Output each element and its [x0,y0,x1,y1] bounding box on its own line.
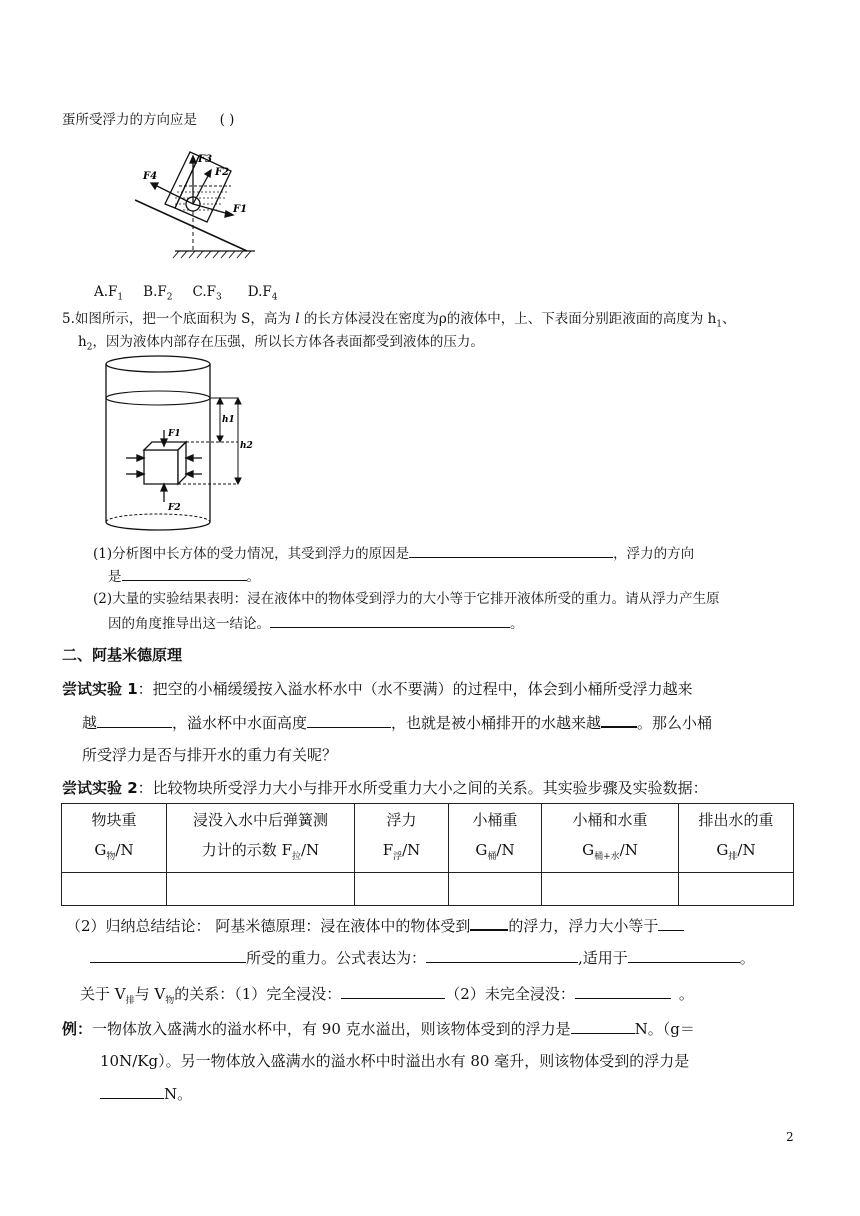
example-line2: 10N/Kg）。另一物体放入盛满水的溢水杯中时溢出水有 80 毫升，则该物体受到的浮力是 [100,1052,690,1070]
table-header-cell: 浮力 $F_浮/N$ [355,804,449,873]
answer-blank-water-level[interactable] [307,712,391,728]
exp1-line3: 所受浮力是否与排开水的重力有关呢？ [82,746,338,764]
table-header-cell: 浸没入水中后弹簧测 力计的示数 $F_拉/N$ [167,804,355,873]
q5-line1: 5.如图所示，把一个底面积为 S，高为 l 的长方体浸没在密度为ρ的液体中，上、下表面分别距液面的高度为 $h_1$、 [62,311,736,330]
table-row [62,873,794,906]
table-cell-input[interactable] [355,873,449,906]
option-c: $C.F_3$ [192,284,222,303]
relation-line: 关于 $V_排$与 $V_物$的关系：（1）完全浸没： （2）未完全浸没： 。 [80,985,694,1006]
table-header-cell: 排出水的重 $G_排/N$ [679,804,794,873]
exp1-line1: 尝试实验 1：把空的小桶缓缓按入溢水杯水中（水不要满）的过程中，体会到小桶所受浮力越来 [62,680,693,698]
answer-blank-displaced-water[interactable] [601,711,637,728]
answer-blank-formula[interactable] [426,947,578,963]
label-f2: F2 [215,167,230,178]
table-header-cell: 小桶和水重 $G_{桶+水}/N$ [542,804,679,873]
answer-blank-example-2[interactable] [100,1083,164,1099]
answer-blank-buoyancy-trend[interactable] [97,712,172,728]
q5-figure [92,354,272,538]
section-title: 二、阿基米德原理 [62,646,183,664]
exp1-label: 尝试实验 1 [62,680,138,698]
table-header-cell: 物块重 $G_物/N$ [62,804,167,873]
answer-blank-equals-part1[interactable] [658,915,684,931]
label-cyl-f2: F2 [168,503,181,513]
example-label: 例： [62,1020,93,1038]
label-h2: h2 [240,441,253,451]
q5-part2-line2: 因的角度推导出这一结论。 。 [108,612,524,634]
table-header-row [62,804,794,873]
label-f3: F3 [198,154,213,165]
experiment-table [61,803,794,906]
q4-stem-line [62,110,234,130]
option-a: $A.F_1$ [94,284,124,303]
q4-figure [135,142,260,267]
answer-blank-buoyancy-cause[interactable] [409,542,613,558]
answer-blank-buoyancy-direction[interactable] [122,565,247,581]
example-line3: N。 [100,1083,192,1105]
liquid-surface [106,391,210,405]
answer-blank-force-direction[interactable] [470,914,508,931]
summary-line2: 所受的重力。公式表达为： ,适用于 。 [90,947,755,969]
label-f1: F1 [233,204,248,215]
exp2-line: 尝试实验 2：比较物块所受浮力大小与排开水所受重力大小之间的关系。其实验步骤及实验数据： [62,779,708,797]
answer-blank-partially-submerged[interactable] [575,983,671,999]
option-b: $B.F_2$ [143,284,173,303]
label-f4: F4 [143,171,158,182]
label-cyl-f1: F1 [168,429,181,439]
answer-blank-equals-part2[interactable] [90,947,246,963]
exp1-line2: 越 ，溢水杯中水面高度 ，也就是被小桶排开的水越来越 。那么小桶 [82,711,712,734]
answer-blank-example-1[interactable] [571,1018,635,1034]
answer-blank-derivation[interactable] [270,612,510,628]
table-header-cell: 小桶重 $G_桶/N$ [449,804,542,873]
label-h1: h1 [222,415,235,425]
answer-blank-fully-submerged[interactable] [341,983,445,999]
q4-paren: ( ) [219,112,235,128]
q5-part2-line1: (2)大量的实验结果表明：浸在液体中的物体受到浮力的大小等于它排开液体所受的重力。请从浮力产生原 [93,591,720,607]
q5-part1-line2: 是 。 [108,565,260,587]
page-number: 2 [786,1130,794,1144]
table-cell-input[interactable] [542,873,679,906]
q5-line2: $h_2$，因为液体内部存在压强，所以长方体各表面都受到液体的压力。 [78,334,484,353]
table-cell-input[interactable] [449,873,542,906]
answer-blank-applicable[interactable] [628,947,740,963]
q4-options [94,282,277,308]
option-d: $D.F_4$ [247,284,278,303]
cuboid [144,450,178,484]
q4-stem: 蛋所受浮力的方向应是 [62,112,197,128]
table-cell-input[interactable] [679,873,794,906]
table-cell-input[interactable] [167,873,355,906]
summary-line1: （2）归纳总结结论： 阿基米德原理：浸在液体中的物体受到 的浮力，浮力大小等于 [66,914,684,937]
table-cell-input[interactable] [62,873,167,906]
q5-part1-line1: (1)分析图中长方体的受力情况，其受到浮力的原因是 ，浮力的方向 [93,542,694,564]
example-line1: 例：一物体放入盛满水的溢水杯中，有 90 克水溢出，则该物体受到的浮力是 N。（g＝ [62,1020,695,1038]
exp2-label: 尝试实验 2 [62,779,138,797]
